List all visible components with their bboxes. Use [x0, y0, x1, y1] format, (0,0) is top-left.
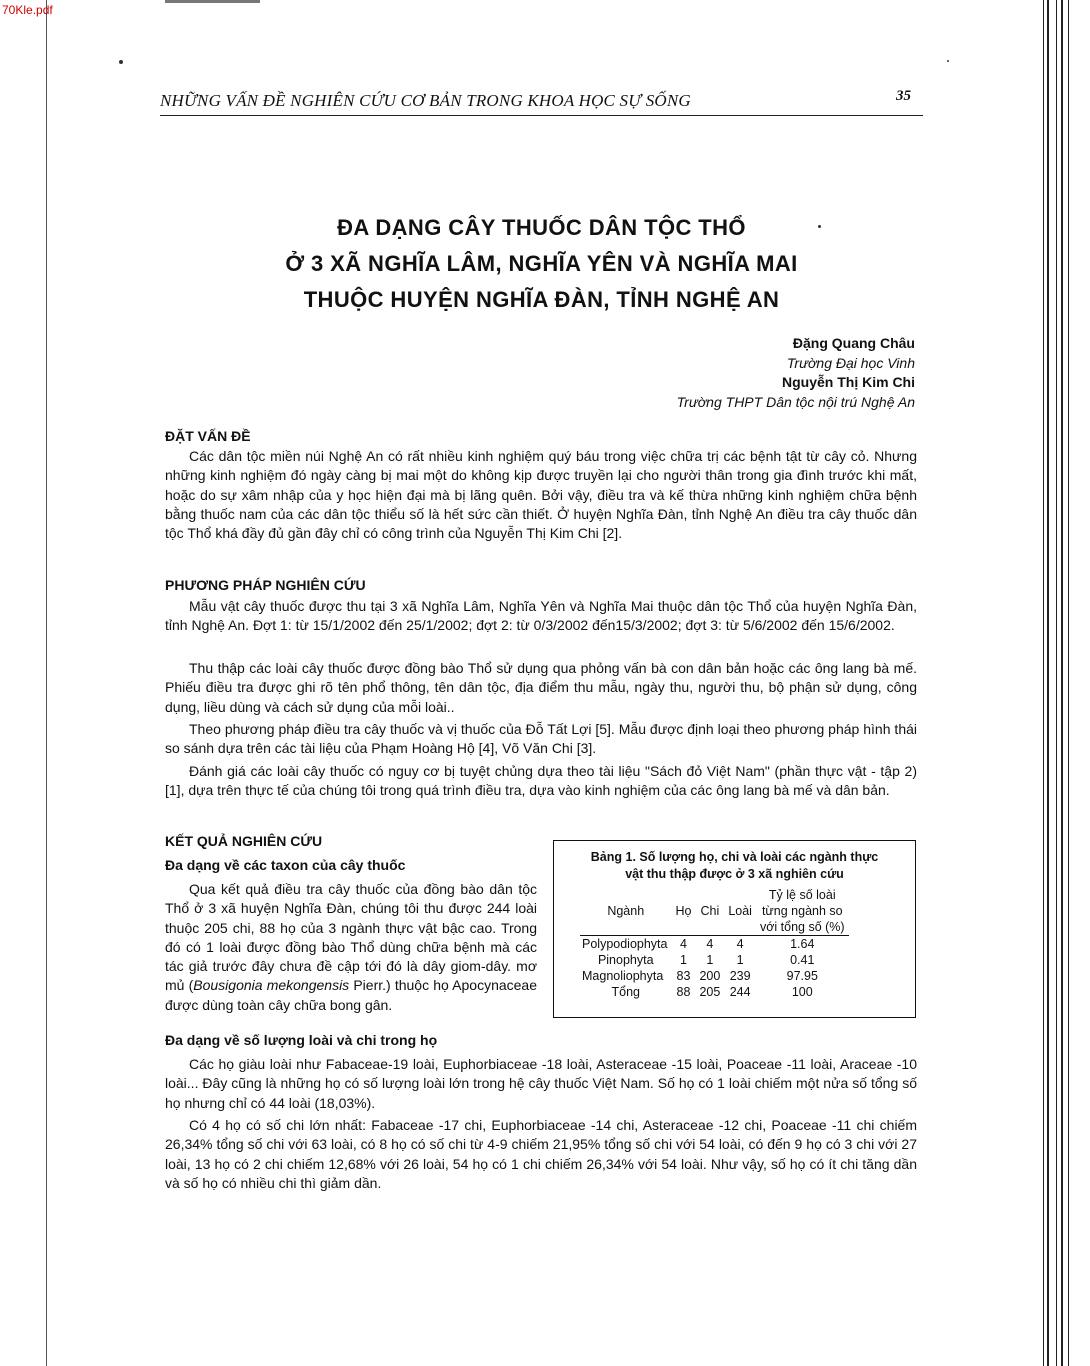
subsection-heading: Đa dạng về số lượng loài và chi trong họ	[165, 1032, 438, 1048]
column-header-line: Tỷ lệ số loài	[768, 888, 836, 902]
table-cell: 83	[676, 969, 691, 983]
table-cell: 4	[680, 937, 687, 951]
right-margin-rule	[1056, 0, 1057, 1366]
table-cell: Pinophyta	[597, 953, 654, 967]
right-margin-rule	[1061, 0, 1063, 1366]
table-box	[553, 840, 916, 1018]
methods-paragraph: Theo phương pháp điều tra cây thuốc và vị thuốc của Đỗ Tất Lợi [5]. Mẫu được định loại theo phương pháp hình thái so sánh dựa trên các tài liệu của Phạm Hoàng Hộ [4], Võ Văn Chi [3].	[165, 721, 917, 757]
table-cell: 0.41	[790, 953, 815, 967]
table-cell: 200	[699, 969, 721, 983]
right-margin-rule	[1068, 0, 1069, 1366]
column-header: Loài	[728, 904, 752, 918]
table-row	[580, 984, 849, 1000]
left-margin-rule	[46, 0, 47, 1366]
table-cell: 239	[729, 969, 751, 983]
page-number: 35	[896, 88, 911, 104]
section-heading-intro: ĐẶT VẤN ĐỀ	[165, 428, 251, 444]
table-cell: 1	[680, 953, 687, 967]
table-cell: 4	[706, 937, 714, 951]
table-caption	[554, 849, 915, 883]
column-header: Ngành	[607, 904, 645, 918]
species-name: Bousigonia mekongensis	[193, 977, 350, 994]
title-line: Ở 3 XÃ NGHĨA LÂM, NGHĨA YÊN VÀ NGHĨA MAI	[285, 251, 798, 276]
right-margin-rule	[1047, 0, 1049, 1366]
results-paragraph: Các họ giàu loài như Fabaceae-19 loài, Euphorbiaceae -18 loài, Asteraceae -15 loài, Poaceae -11 loài, Araceae -10 loài... Đây cũng là những họ có số lượng loài lớn trong hệ cây thuốc Việt Nam. Số họ có 1 loài chiếm một nửa số tổng số họ nhưng chỉ có 44 loài (18,03%).	[165, 1056, 917, 1111]
table-cell: Magnoliophyta	[582, 969, 664, 983]
column-header: Họ	[675, 904, 692, 918]
header-rule	[160, 115, 923, 116]
table-cell: 1	[736, 953, 744, 967]
section-heading-results: KẾT QUẢ NGHIÊN CỨU	[165, 833, 323, 849]
table-cell: Tổng	[611, 985, 640, 999]
author-affiliation: Trường Đại học Vinh	[786, 354, 915, 371]
methods-paragraph: Thu thập các loài cây thuốc được đồng bào Thổ sử dụng qua phỏng vấn bà con dân bản hoặc các ông lang bà mế. Phiếu điều tra được ghi rõ tên phổ thông, tên dân tộc, địa điểm thu mẫu, ngày thu, người thu, bộ phận sử dụng, công dụng, liều dùng và cách sử dụng của mỗi loài..	[165, 660, 917, 715]
table-cell: 97.95	[786, 969, 818, 983]
table-cell: 244	[729, 985, 751, 999]
table-caption-line: vật thu thập được ở 3 xã nghiên cứu	[625, 867, 844, 881]
column-header-line: với tổng số (%)	[759, 920, 845, 934]
table-cell: 100	[791, 985, 813, 999]
author-block	[677, 334, 915, 412]
table-row	[580, 952, 849, 968]
paper-title	[160, 210, 923, 318]
right-margin-rule	[1043, 0, 1044, 1366]
column-header: Chi	[700, 904, 720, 918]
taxon-table	[580, 887, 849, 1000]
results-text: Qua kết quả điều tra cây thuốc của đồng bào dân tộc Thổ ở 3 xã huyện Nghĩa Đàn, chúng tôi thu được 244 loài thuộc 205 chi, 88 họ của 3 ngành thực vật bậc cao. Trong đó có 1 loài được đồng bào Thổ dùng chữa bệnh mà các tác giả trước đây chưa đề cập tới đó là dây giom-dây. mơ mủ (	[165, 881, 537, 994]
column-header	[756, 887, 849, 936]
table-cell: Polypodiophyta	[582, 937, 668, 951]
intro-paragraph: Các dân tộc miền núi Nghệ An có rất nhiều kinh nghiệm quý báu trong việc chữa trị các bệnh tật từ cây cỏ. Nhưng những kinh nghiệm đó ngày càng bị mai một do không kịp được truyền lại cho người thân trong gia đình trước khi mất, hoặc do sự xâm nhập của y học hiện đại mà bị lãng quên. Bởi vậy, điều tra và kế thừa những kinh nghiệm chữa bệnh bằng thuốc nam của các dân tộc thiểu số là hết sức cần thiết. Ở huyện Nghĩa Đàn, tỉnh Nghệ An điều tra cây thuốc dân tộc Thổ khá đầy đủ gần đây chỉ có công trình của Nguyễn Thị Kim Chi [2].	[165, 448, 917, 542]
column-header-line: từng ngành so	[761, 904, 843, 918]
title-line: ĐA DẠNG CÂY THUỐC DÂN TỘC THỔ	[337, 215, 746, 240]
scan-speck	[119, 60, 123, 64]
table-cell: 88	[676, 985, 691, 999]
results-paragraph	[165, 880, 537, 1015]
running-header: NHỮNG VẤN ĐỀ NGHIÊN CỨU CƠ BẢN TRONG KHOA HỌC SỰ SỐNG	[160, 91, 691, 110]
methods-paragraph: Mẫu vật cây thuốc được thu tại 3 xã Nghĩa Lâm, Nghĩa Yên và Nghĩa Mai thuộc dân tộc Thổ của huyện Nghĩa Đàn, tỉnh Nghệ An. Đợt 1: từ 15/1/2002 đến 25/1/2002; đợt 2: từ 0/3/2002 đến15/3/2002; đợt 3: từ 5/6/2002 đến 15/6/2002.	[165, 598, 917, 634]
scan-smudge	[165, 0, 260, 3]
author-name: Đặng Quang Châu	[792, 335, 915, 351]
table-row	[580, 936, 849, 953]
methods-paragraph: Đánh giá các loài cây thuốc có nguy cơ bị tuyệt chủng dựa theo tài liệu "Sách đỏ Việt Nam" (phần thực vật - tập 2) [1], dựa trên thực tế của chúng tôi trong quá trình điều tra, dựa vào kinh nghiệm của các ông lang bà mế và dân bản.	[165, 763, 917, 799]
table-row	[580, 968, 849, 984]
table-header-row	[580, 887, 849, 936]
scan-speck	[947, 60, 949, 62]
results-paragraph: Có 4 họ có số chi lớn nhất: Fabaceae -17 chi, Euphorbiaceae -14 chi, Asteraceae -12 chi, Poaceae -11 chi chiếm 26,34% tổng số chi với 63 loài, có 8 họ có số chi từ 4-9 chiếm 21,95% tổng số chi với 54 loài, có đến 9 họ có 3 chi với 27 loài, 13 họ có 2 chi chiếm 12,68% với 26 loài, 54 họ có 1 chi chiếm 26,34% với 54 loài. Như vậy, số họ có ít chi tăng dần và số họ có nhiều chi thì giảm dần.	[165, 1117, 917, 1191]
table-caption-line: Bảng 1. Số lượng họ, chi và loài các ngành thực	[590, 850, 879, 864]
section-heading-methods: PHƯƠNG PHÁP NGHIÊN CỨU	[165, 577, 366, 593]
author-name: Nguyễn Thị Kim Chi	[782, 374, 915, 390]
results-text: Pierr.) thuộc họ Apocynaceae được dùng toàn cây chữa bong gân.	[165, 977, 538, 1013]
author-affiliation: Trường THPT Dân tộc nội trú Nghệ An	[676, 393, 915, 410]
table-cell: 4	[736, 937, 744, 951]
table-cell: 205	[699, 985, 721, 999]
table-cell: 1	[706, 953, 714, 967]
subsection-heading: Đa dạng về các taxon của cây thuốc	[165, 857, 406, 873]
title-line: THUỘC HUYỆN NGHĨA ĐÀN, TỈNH NGHỆ AN	[303, 287, 780, 312]
table-cell: 1.64	[790, 937, 815, 951]
watermark-label: 70Kle.pdf	[2, 3, 53, 17]
